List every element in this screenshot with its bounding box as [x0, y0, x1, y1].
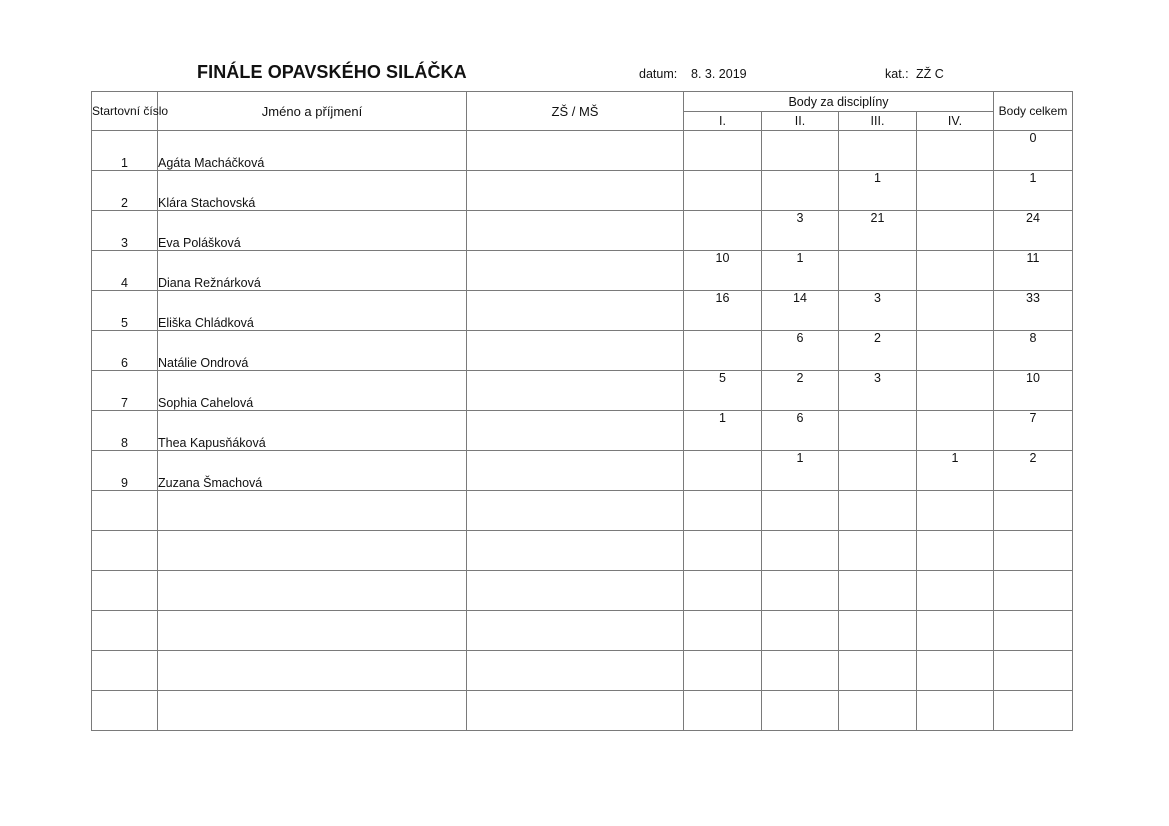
school-cell [467, 251, 684, 291]
school-cell [467, 491, 684, 531]
competitor-name-cell: Eliška Chládková [158, 291, 467, 331]
discipline-4-score [917, 171, 994, 211]
discipline-1-score [684, 651, 762, 691]
discipline-1-score: 5 [684, 371, 762, 411]
discipline-3-score: 3 [839, 371, 917, 411]
discipline-2-score [762, 131, 839, 171]
table-row [92, 251, 1073, 291]
discipline-2-score [762, 571, 839, 611]
start-number-cell: 4 [92, 251, 158, 291]
discipline-1-score [684, 691, 762, 731]
category-label: kat.: [885, 67, 909, 81]
total-score [994, 531, 1073, 571]
competitor-name-cell [158, 691, 467, 731]
discipline-2-score [762, 491, 839, 531]
total-score: 1 [994, 171, 1073, 211]
school-cell [467, 691, 684, 731]
header-discipline-2: II. [762, 112, 839, 131]
discipline-4-score [917, 531, 994, 571]
discipline-3-score [839, 531, 917, 571]
discipline-4-score [917, 491, 994, 531]
discipline-4-score [917, 411, 994, 451]
discipline-2-score [762, 611, 839, 651]
discipline-1-score: 1 [684, 411, 762, 451]
discipline-1-score [684, 571, 762, 611]
header-disciplines: Body za disciplíny [684, 92, 994, 112]
competitor-name-cell: Diana Režnárková [158, 251, 467, 291]
competitor-name-cell [158, 531, 467, 571]
competitor-name-cell: Natálie Ondrová [158, 331, 467, 371]
discipline-3-score [839, 251, 917, 291]
table-row [92, 651, 1073, 691]
discipline-4-score [917, 251, 994, 291]
start-number-cell [92, 491, 158, 531]
discipline-4-score [917, 691, 994, 731]
total-score: 7 [994, 411, 1073, 451]
start-number-cell [92, 691, 158, 731]
total-score: 10 [994, 371, 1073, 411]
header-discipline-4: IV. [917, 112, 994, 131]
page-title: FINÁLE OPAVSKÉHO SILÁČKA [197, 62, 467, 82]
discipline-2-score: 14 [762, 291, 839, 331]
competitor-name-cell [158, 571, 467, 611]
discipline-1-score [684, 531, 762, 571]
discipline-4-score [917, 371, 994, 411]
competitor-name-cell: Thea Kapusňáková [158, 411, 467, 451]
school-cell [467, 571, 684, 611]
school-cell [467, 531, 684, 571]
discipline-3-score [839, 611, 917, 651]
start-number-cell [92, 611, 158, 651]
school-cell [467, 411, 684, 451]
discipline-4-score [917, 211, 994, 251]
competitor-name-cell [158, 611, 467, 651]
discipline-4-score [917, 131, 994, 171]
discipline-4-score [917, 651, 994, 691]
school-cell [467, 371, 684, 411]
header-total: Body celkem [994, 92, 1073, 131]
start-number-cell: 3 [92, 211, 158, 251]
start-number-cell: 6 [92, 331, 158, 371]
school-cell [467, 611, 684, 651]
discipline-2-score: 6 [762, 331, 839, 371]
start-number-cell: 8 [92, 411, 158, 451]
start-number-cell: 9 [92, 451, 158, 491]
table-row [92, 371, 1073, 411]
discipline-2-score: 1 [762, 451, 839, 491]
table-row [92, 411, 1073, 451]
discipline-2-score: 2 [762, 371, 839, 411]
competitor-name-cell: Klára Stachovská [158, 171, 467, 211]
total-score: 2 [994, 451, 1073, 491]
table-row [92, 691, 1073, 731]
header-start-number: Startovní číslo [92, 92, 158, 131]
school-cell [467, 451, 684, 491]
discipline-1-score [684, 451, 762, 491]
discipline-3-score: 1 [839, 171, 917, 211]
table-row [92, 451, 1073, 491]
discipline-3-score [839, 131, 917, 171]
discipline-2-score: 3 [762, 211, 839, 251]
discipline-1-score: 16 [684, 291, 762, 331]
discipline-3-score [839, 451, 917, 491]
school-cell [467, 131, 684, 171]
discipline-1-score [684, 211, 762, 251]
total-score [994, 651, 1073, 691]
discipline-2-score [762, 531, 839, 571]
table-row [92, 131, 1073, 171]
total-score: 8 [994, 331, 1073, 371]
discipline-4-score [917, 331, 994, 371]
total-score [994, 491, 1073, 531]
competitor-name-cell: Sophia Cahelová [158, 371, 467, 411]
discipline-2-score [762, 651, 839, 691]
category-value: ZŽ C [916, 67, 944, 81]
competitor-name-cell: Agáta Macháčková [158, 131, 467, 171]
table-row [92, 291, 1073, 331]
table-row [92, 211, 1073, 251]
competitor-name-cell: Zuzana Šmachová [158, 451, 467, 491]
discipline-1-score [684, 171, 762, 211]
discipline-1-score [684, 131, 762, 171]
total-score: 24 [994, 211, 1073, 251]
start-number-cell: 7 [92, 371, 158, 411]
results-body [92, 131, 1073, 731]
total-score [994, 611, 1073, 651]
discipline-3-score [839, 651, 917, 691]
competitor-name-cell [158, 491, 467, 531]
discipline-3-score [839, 691, 917, 731]
school-cell [467, 211, 684, 251]
start-number-cell [92, 531, 158, 571]
header-discipline-1: I. [684, 112, 762, 131]
table-row [92, 171, 1073, 211]
discipline-4-score: 1 [917, 451, 994, 491]
discipline-3-score [839, 491, 917, 531]
total-score: 11 [994, 251, 1073, 291]
table-row [92, 331, 1073, 371]
start-number-cell: 2 [92, 171, 158, 211]
discipline-3-score [839, 571, 917, 611]
discipline-1-score: 10 [684, 251, 762, 291]
discipline-2-score: 1 [762, 251, 839, 291]
results-table [91, 91, 1073, 731]
date-value: 8. 3. 2019 [691, 67, 747, 81]
total-score: 0 [994, 131, 1073, 171]
header-name: Jméno a příjmení [158, 92, 467, 131]
school-cell [467, 651, 684, 691]
header-school: ZŠ / MŠ [467, 92, 684, 131]
school-cell [467, 291, 684, 331]
start-number-cell: 5 [92, 291, 158, 331]
discipline-3-score: 3 [839, 291, 917, 331]
date-label: datum: [639, 67, 678, 81]
discipline-2-score: 6 [762, 411, 839, 451]
school-cell [467, 331, 684, 371]
table-row [92, 531, 1073, 571]
discipline-3-score: 21 [839, 211, 917, 251]
competitor-name-cell [158, 651, 467, 691]
start-number-cell: 1 [92, 131, 158, 171]
competitor-name-cell: Eva Polášková [158, 211, 467, 251]
discipline-1-score [684, 331, 762, 371]
discipline-4-score [917, 291, 994, 331]
total-score [994, 571, 1073, 611]
discipline-2-score [762, 691, 839, 731]
school-cell [467, 171, 684, 211]
header-discipline-3: III. [839, 112, 917, 131]
start-number-cell [92, 571, 158, 611]
discipline-4-score [917, 571, 994, 611]
total-score: 33 [994, 291, 1073, 331]
discipline-2-score [762, 171, 839, 211]
start-number-cell [92, 651, 158, 691]
table-row [92, 611, 1073, 651]
discipline-4-score [917, 611, 994, 651]
discipline-3-score: 2 [839, 331, 917, 371]
discipline-1-score [684, 611, 762, 651]
discipline-3-score [839, 411, 917, 451]
table-row [92, 491, 1073, 531]
discipline-1-score [684, 491, 762, 531]
total-score [994, 691, 1073, 731]
table-row [92, 571, 1073, 611]
